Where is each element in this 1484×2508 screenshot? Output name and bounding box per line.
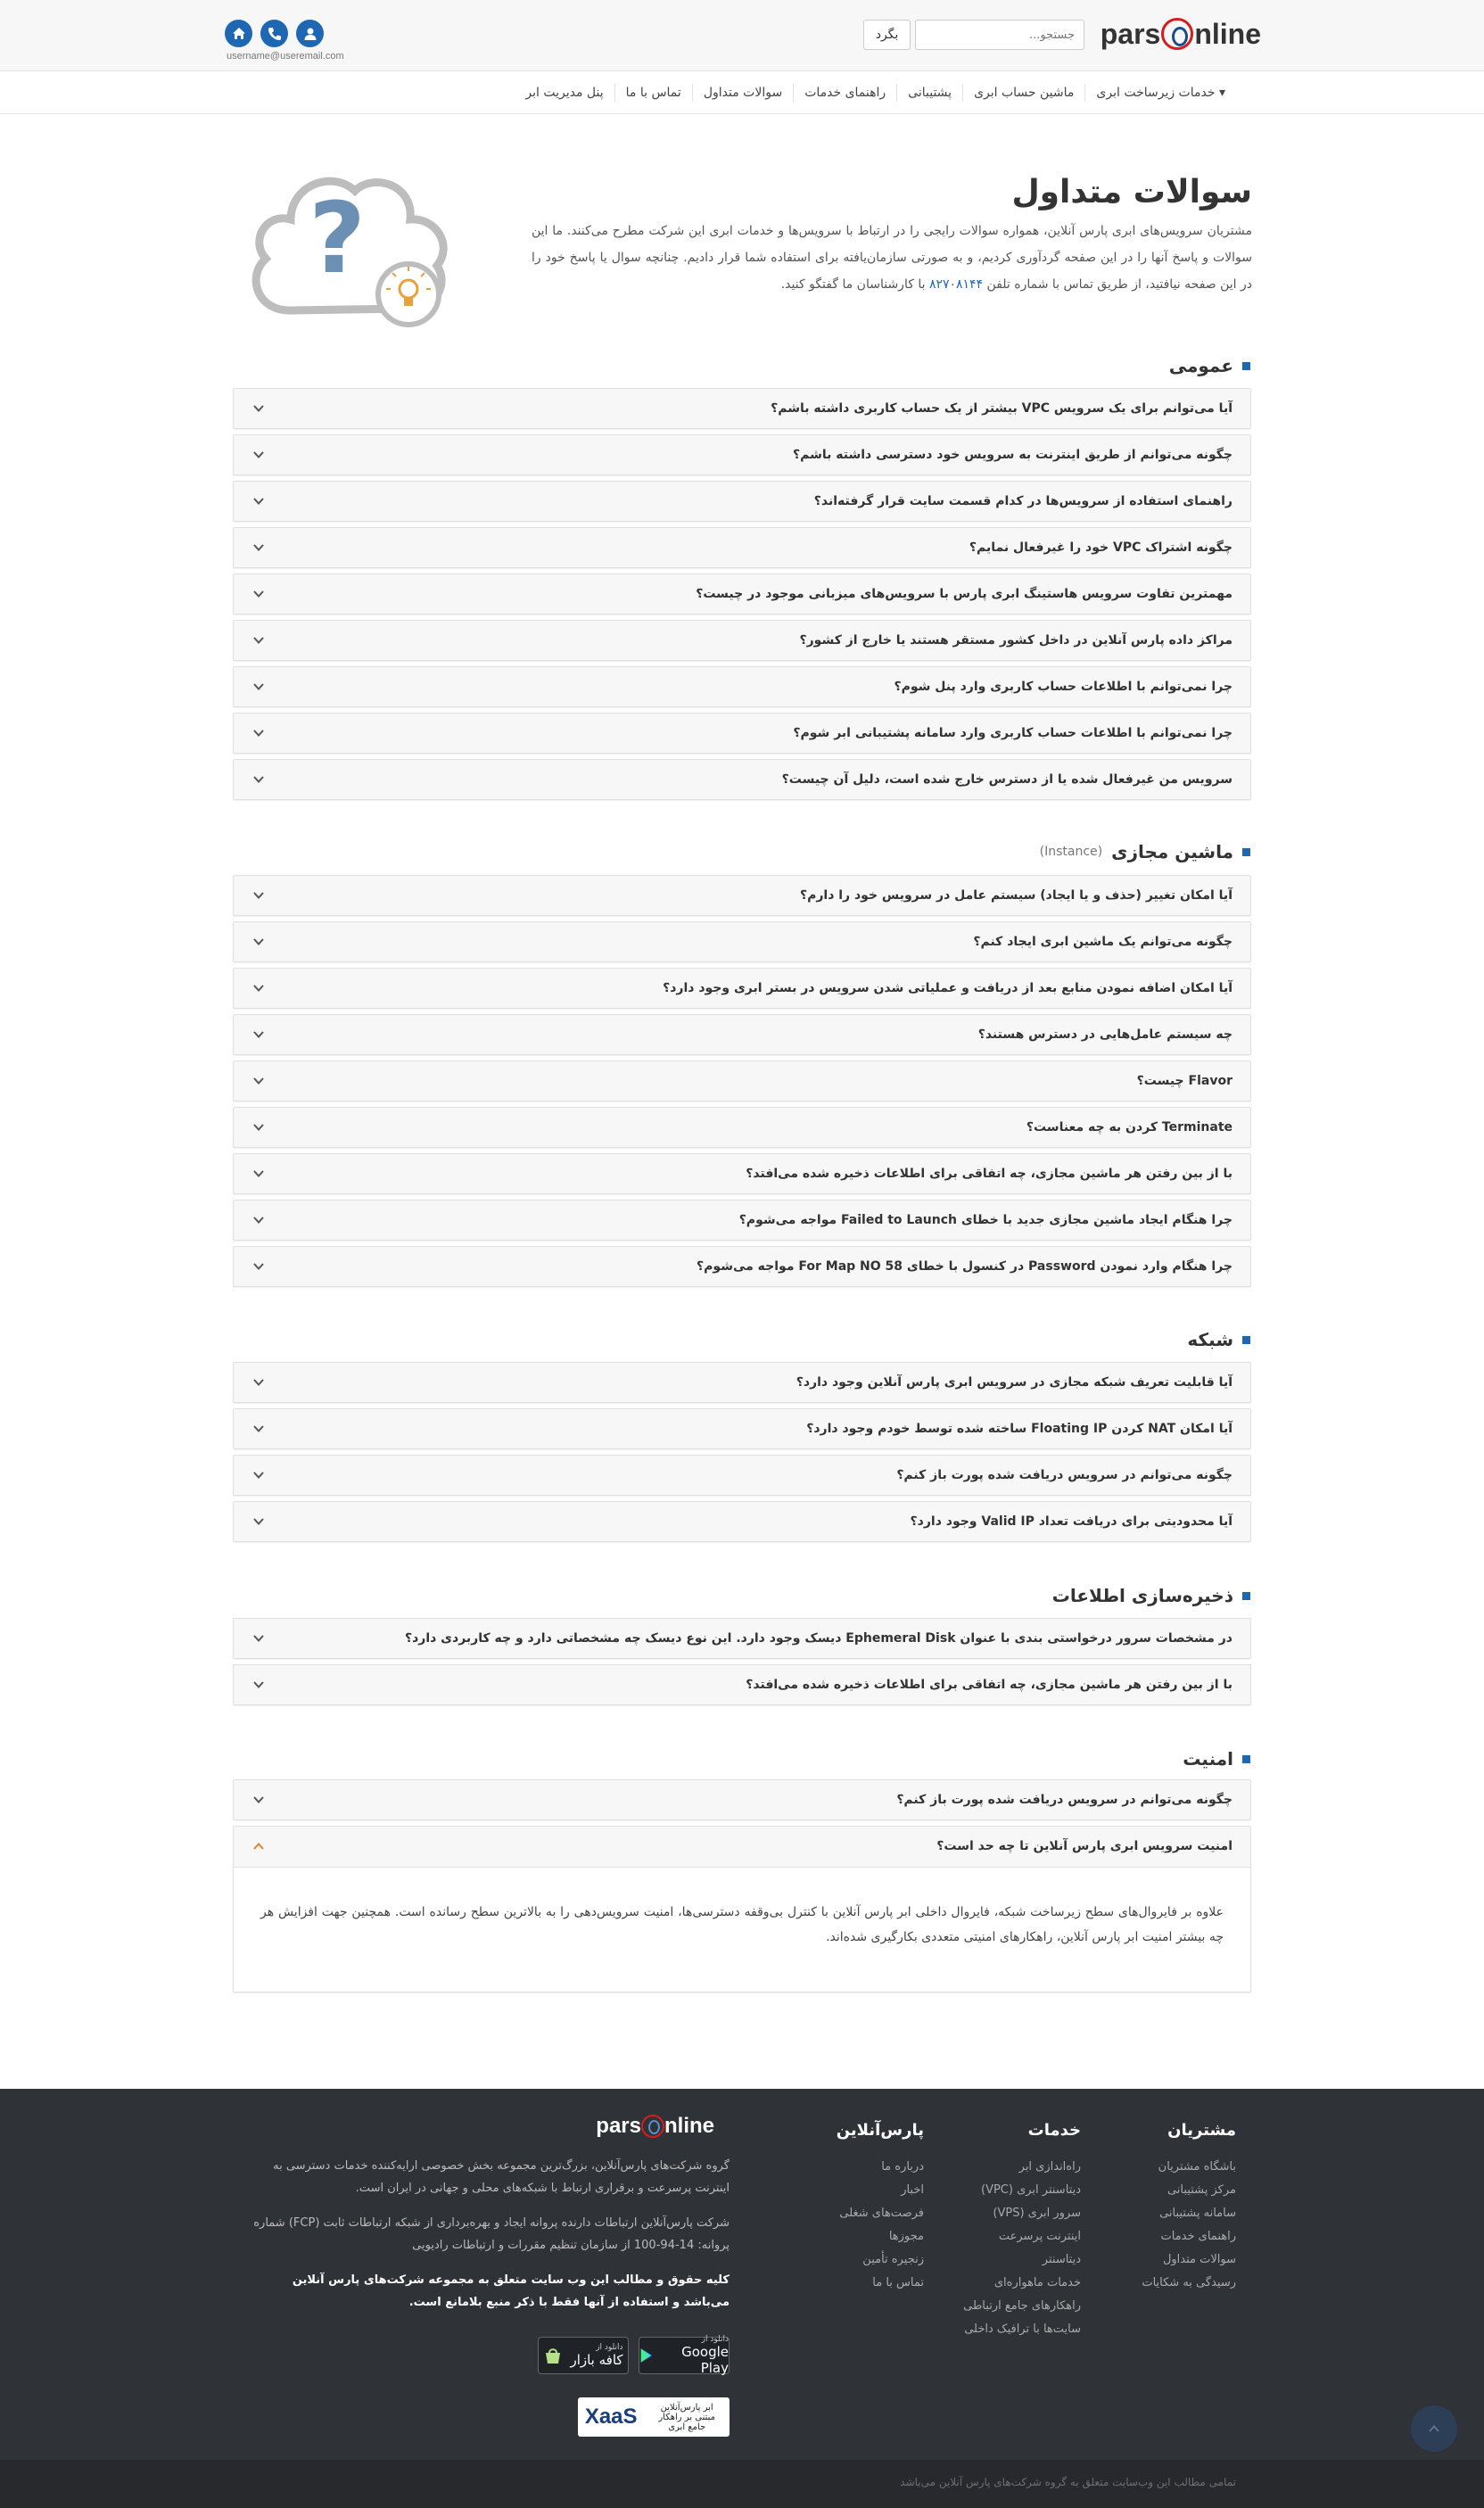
top-bar [0,0,1484,71]
faq-question: چرا هنگام وارد نمودن Password در کنسول با خطای For Map NO 58 مواجه می‌شوم؟ [697,1259,1233,1274]
faq-question: سرویس من غیرفعال شده یا از دسترس خارج شده است، دلیل آن چیست؟ [781,772,1233,787]
footer-link[interactable]: باشگاه مشتریان [1158,2160,1236,2174]
section-title-text: ذخیره‌سازی اطلاعات [1051,1585,1233,1606]
footer-link[interactable]: درباره ما [881,2160,924,2174]
footer-link[interactable]: تماس با ما [872,2276,924,2289]
chevron-down-icon [251,448,266,462]
phone-icon[interactable] [260,20,288,47]
faq-question: مهمترین تفاوت سرویس هاستینگ ابری پارس با سرویس‌های میزبانی موجود در چیست؟ [696,587,1233,601]
footer-col-services [963,2121,1081,2341]
footer-link[interactable]: راهنمای خدمات [1160,2230,1236,2243]
faq-question: Terminate کردن به چه معناست؟ [1026,1120,1233,1134]
faq-item[interactable] [233,1014,1251,1055]
faq-item[interactable] [233,666,1251,707]
user-email: username@useremail.com [227,51,344,62]
badge-main-text: کافه بازار [570,2352,623,2368]
footer-link[interactable]: خدمات ماهواره‌ای [993,2276,1081,2289]
faq-question: چرا نمی‌توانم با اطلاعات حساب کاربری وارد سامانه پشتیبانی ابر شوم؟ [793,726,1233,740]
faq-item[interactable] [233,1779,1251,1820]
section-title-text: عمومی [1168,355,1233,376]
faq-item[interactable] [233,968,1251,1009]
faq-question: چگونه می‌توانم در سرویس دریافت شده پورت باز کنم؟ [896,1793,1233,1807]
chevron-down-icon [251,633,266,648]
faq-question: آیا قابلیت تعریف شبکه مجازی در سرویس ابری پارس آنلاین وجود دارد؟ [796,1375,1233,1390]
faq-item[interactable] [233,481,1251,522]
intro-phone[interactable]: ۸۲۷۰۸۱۴۴ [928,277,984,292]
chevron-down-icon [251,1514,266,1529]
faq-question: آیا می‌توانم برای یک سرویس VPC بیشتر از یک حساب کاربری داشته باشم؟ [771,401,1233,416]
faq-item[interactable] [233,713,1251,754]
xaas-logo: XaaS [584,2405,638,2429]
faq-list-general [233,388,1251,805]
question-cloud-icon [239,161,471,339]
faq-list-instance [233,875,1251,1292]
faq-item[interactable] [233,1200,1251,1241]
logo-text-left: pars [1100,17,1161,50]
faq-question: مراکز داده پارس آنلاین در داخل کشور مستقر هستند یا خارج از کشور؟ [799,633,1233,648]
faq-item[interactable] [233,1153,1251,1194]
faq-item[interactable] [233,388,1251,429]
footer-about [248,2155,730,2326]
section-title-security [1183,1748,1250,1770]
chevron-down-icon [251,1259,266,1274]
faq-item-open[interactable] [233,1826,1251,1992]
footer-link[interactable]: اینترنت پرسرعت [998,2230,1081,2243]
faq-question: آیا محدودیتی برای دریافت تعداد Valid IP وجود دارد؟ [910,1514,1233,1529]
nav-item-cloud-panel[interactable]: پنل مدیریت ابر [525,86,604,100]
logo-o-icon [641,2115,664,2138]
section-bullet [1242,1592,1250,1600]
chevron-down-icon [251,1793,266,1807]
faq-item[interactable] [233,1362,1251,1403]
faq-question: راهنمای استفاده از سرویس‌ها در کدام قسمت سایت قرار گرفته‌اند؟ [813,494,1233,508]
faq-question: چگونه اشتراک VPC خود را غیرفعال نمایم؟ [969,540,1233,555]
header-icons [225,20,324,47]
footer-about-3: کلیه حقوق و مطالب این وب سایت متعلق به مجموعه شرکت‌های پارس آنلاین می‌باشد و استفاده از آنها فقط با ذکر منبع بلامانع است. [292,2273,730,2309]
faq-question: چرا نمی‌توانم با اطلاعات حساب کاربری وارد پنل شوم؟ [894,680,1233,694]
chevron-down-icon [251,680,266,694]
nav-item-calculator[interactable]: ماشین حساب ابری [962,84,1084,102]
footer-col-title: مشتریان [1167,2121,1236,2140]
chevron-down-icon [251,1375,266,1390]
main-nav [0,71,1484,114]
chevron-down-icon [251,401,266,416]
faq-question: با از بین رفتن هر ماشین مجازی، چه اتفاقی برای اطلاعات ذخیره شده می‌افتد؟ [746,1167,1233,1181]
section-subtitle: (Instance) [1039,845,1103,859]
bottom-bar [0,2460,1484,2508]
faq-list-network [233,1362,1251,1547]
chevron-down-icon [251,1027,266,1042]
chevron-up-icon [1427,2421,1441,2436]
badge-small-text: دانلود از [596,2343,623,2352]
faq-question: آیا امکان تغییر (حذف و یا ایجاد) سیستم عامل در سرویس خود را دارم؟ [799,888,1233,903]
section-title-instance [1040,841,1250,862]
intro-text [532,218,1252,298]
logo-text-right: nline [1194,17,1261,50]
footer-link[interactable]: سرور ابری (VPS) [993,2207,1081,2220]
footer-logo-text-right: nline [664,2114,714,2138]
faq-item[interactable] [233,1408,1251,1449]
footer-link[interactable]: اخبار [901,2183,924,2197]
nav-item-support[interactable]: پشتیبانی [896,84,962,102]
section-title-text: ماشین مجازی [1111,841,1233,862]
back-to-top-button[interactable] [1411,2405,1457,2452]
chevron-down-icon [251,1120,266,1134]
faq-question: چگونه می‌توانم در سرویس دریافت شده پورت باز کنم؟ [896,1468,1233,1482]
faq-item[interactable] [233,620,1251,661]
faq-item[interactable] [233,1618,1251,1659]
faq-item[interactable] [233,1246,1251,1287]
logo-o-icon [1161,18,1193,50]
footer-link[interactable]: زنجیره تأمین [862,2253,924,2266]
faq-item[interactable] [233,759,1251,800]
faq-question: Flavor چیست؟ [1136,1074,1233,1088]
faq-question: چه سیستم عامل‌هایی در دسترس هستند؟ [977,1027,1233,1042]
footer-col-title: پارس‌آنلاین [836,2121,924,2140]
footer-link[interactable]: سامانه پشتیبانی [1159,2207,1236,2220]
intro-text-b: با کارشناسان ما گفتگو کنید. [780,277,929,292]
cafe-bazaar-text [570,2343,622,2368]
intro-text-a: مشتریان سرویس‌های ابری پارس آنلاین، همواره سوالات رایجی را در ارتباط با سرویس‌ها و خدمات ابری این شرکت مطرح می‌کنند. ما این سوالات و پاسخ آنها را در این صفحه گردآوری کردیم، و به صورتی سازمان‌یافته برای استفاده شما قرار دادیم. چنانچه سوال یا پاسخ خود را در این صفحه نیافتید، از طریق تماس با شماره تلفن [532,224,1252,292]
faq-item[interactable] [233,1501,1251,1542]
faq-question: با از بین رفتن هر ماشین مجازی، چه اتفاقی برای اطلاعات ذخیره شده می‌افتد؟ [746,1678,1233,1692]
section-title-general [1169,355,1250,376]
faq-item[interactable] [233,1664,1251,1705]
chevron-down-icon [251,1167,266,1181]
faq-answer: علاوه بر فایروال‌های سطح زیرساخت شبکه، فایروال داخلی ابر پارس آنلاین با کنترل بی‌وقفه دسترسی‌ها، امنیت سرویس‌دهی را به بالاترین سطح رسانده است. همچنین جهت افزایش هر چه بیشتر امنیت ابر پارس آنلاین، راهکارهای امنیتی متعددی بکارگیری شده‌اند. [260,1905,1224,1944]
chevron-down-icon [251,772,266,787]
parsonline-logo[interactable] [1101,18,1261,50]
chevron-up-icon [251,1839,266,1853]
section-bullet [1242,1755,1250,1763]
section-title-storage [1052,1585,1250,1606]
chevron-down-icon [251,935,266,949]
footer-link[interactable]: سایت‌ها با ترافیک داخلی [964,2322,1081,2336]
cafe-bazaar-icon [543,2346,563,2365]
chevron-down-icon [251,587,266,601]
faq-item[interactable] [233,573,1251,615]
user-icon[interactable] [296,20,324,47]
chevron-down-icon [251,1678,266,1692]
chevron-down-icon [251,540,266,555]
faq-question: چگونه می‌توانم از طریق اینترنت به سرویس خود دسترسی داشته باشم؟ [793,448,1233,462]
badge-main-text: Google Play [681,2344,729,2376]
faq-question: چگونه می‌توانم یک ماشین ابری ایجاد کنم؟ [973,935,1233,949]
footer-col-about [837,2121,924,2295]
footer-logo[interactable] [596,2114,714,2139]
footer-link[interactable]: رسیدگی به شکایات [1142,2276,1236,2289]
chevron-down-icon [251,981,266,995]
footer-link[interactable]: راه‌اندازی ابر [1018,2160,1081,2174]
faq-list-storage [233,1618,1251,1711]
google-play-badge[interactable] [639,2337,730,2374]
section-title-text: شبکه [1187,1329,1233,1350]
cafe-bazaar-badge[interactable] [538,2337,629,2374]
nav-item-contact[interactable]: تماس با ما [614,84,692,102]
chevron-down-icon [251,1422,266,1436]
footer-about-2: شرکت پارس‌آنلاین ارتباطات دارنده پروانه ایجاد و بهره‌برداری از شبکه ارتباطات ثابت (FCP) شماره پروانه: 14-94-100 از سازمان تنظیم مقررات و ارتباطات رادیویی [253,2216,730,2252]
faq-question: چرا هنگام ایجاد ماشین مجازی جدید با خطای Failed to Launch مواجه می‌شوم؟ [738,1213,1233,1227]
footer-link[interactable]: مرکز پشتیبانی [1167,2183,1236,2197]
chevron-down-icon [251,1213,266,1227]
footer-col-title: خدمات [1027,2121,1081,2140]
footer-link[interactable]: راهکارهای جامع ارتباطی [963,2299,1081,2313]
chevron-down-icon [251,888,266,903]
footer-link[interactable]: دیتاسنتر [1042,2253,1081,2266]
search-input[interactable] [915,20,1084,50]
section-title-network [1187,1329,1250,1350]
footer-link[interactable]: دیتاسنتر ابری (VPC) [980,2183,1081,2197]
faq-list-security [233,1779,1251,1998]
faq-question: آیا امکان NAT کردن Floating IP ساخته شده توسط خودم وجود دارد؟ [806,1422,1233,1436]
chevron-down-icon [251,726,266,740]
section-bullet [1242,1336,1250,1344]
faq-item[interactable] [233,1455,1251,1496]
chevron-down-icon [251,1631,266,1646]
search-button[interactable]: بگرد [863,20,911,50]
faq-question: آیا امکان اضافه نمودن منابع بعد از دریافت و عملیاتی شدن سرویس در بستر ابری وجود دارد؟ [663,981,1233,995]
xaas-badge[interactable] [578,2397,730,2437]
svg-text:?: ? [309,181,366,295]
faq-item[interactable] [233,921,1251,962]
chevron-down-icon [251,1468,266,1482]
page-title: سوالات متداول [1011,174,1252,210]
faq-item[interactable] [233,527,1251,568]
google-play-icon [639,2347,653,2364]
footer-logo-text-left: pars [596,2114,641,2138]
nav-item-guide[interactable]: راهنمای خدمات [793,84,896,102]
nav-item-faq[interactable]: سوالات متداول [692,84,793,102]
faq-item[interactable] [233,1060,1251,1101]
faq-question: امنیت سرویس ابری پارس آنلاین تا چه حد است؟ [936,1839,1233,1853]
footer-link[interactable]: سوالات متداول [1162,2253,1236,2266]
footer [0,2089,1484,2460]
home-icon[interactable] [225,20,252,47]
faq-item[interactable] [233,875,1251,916]
chevron-down-icon [251,1074,266,1088]
faq-item[interactable] [233,434,1251,475]
badge-small-text: دانلود از [701,2335,729,2344]
copyright-text: تمامی مطالب این وب‌سایت متعلق به گروه شرکت‌های پارس آنلاین می‌باشد [900,2476,1236,2488]
section-title-text: امنیت [1183,1748,1233,1770]
google-play-text [660,2335,729,2376]
xaas-text: ابر پارس‌آنلاین مبتنی بر راهکار جامع ابری [658,2402,716,2432]
faq-item[interactable] [233,1107,1251,1148]
section-bullet [1242,848,1250,856]
faq-question: در مشخصات سرور درخواستی بندی با عنوان Ephemeral Disk دیسک وجود دارد. این نوع دیسک چه مشخصاتی دارد و چه کاربردی دارد؟ [404,1631,1233,1646]
footer-link[interactable]: مجوزها [888,2230,924,2243]
footer-about-1: گروه شرکت‌های پارس‌آنلاین، بزرگ‌ترین مجموعه بخش خصوصی ارایه‌کننده خدمات دسترسی به اینترنت پرسرعت و برقراری ارتباط با شبکه‌های محلی و جهانی در ایران است. [273,2159,730,2195]
footer-link[interactable]: فرصت‌های شغلی [839,2207,924,2220]
footer-col-customers [1142,2121,1236,2295]
section-bullet [1242,362,1250,370]
chevron-down-icon [251,494,266,508]
nav-item-cloud-services[interactable]: خدمات زیرساخت ابری ▾ [1084,84,1225,102]
